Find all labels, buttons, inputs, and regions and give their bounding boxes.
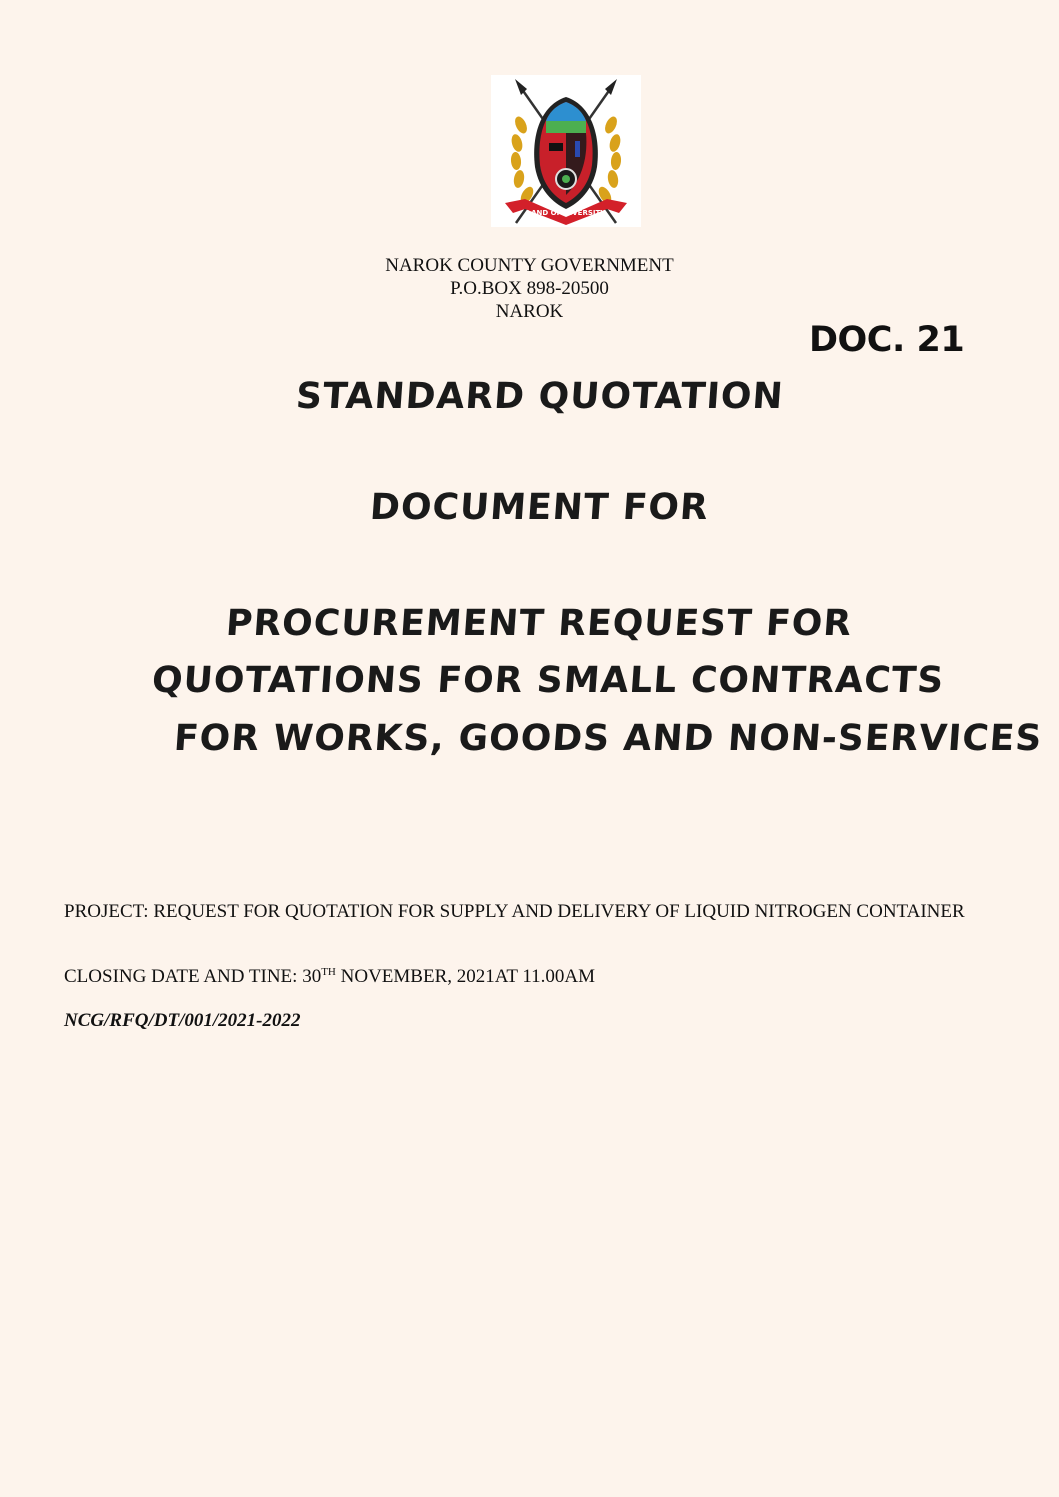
address-block [0, 254, 1059, 323]
closing-prefix: CLOSING DATE AND TINE: 30 [64, 966, 322, 987]
po-box: P.O.BOX 898-20500 [450, 278, 609, 299]
closing-suffix: NOVEMBER, 2021AT 11.00AM [335, 966, 596, 987]
closing-superscript: TH [321, 966, 336, 978]
emblem-motto: LAND OF DIVERSITY [526, 209, 606, 217]
closing-date [64, 966, 595, 988]
project-description: PROJECT: REQUEST FOR QUOTATION FOR SUPPLY AND DELIVERY OF LIQUID NITROGEN CONTAINER [64, 901, 965, 922]
organization-name: NAROK COUNTY GOVERNMENT [385, 255, 674, 276]
reference-number: NCG/RFQ/DT/001/2021-2022 [64, 1010, 301, 1031]
title-line-3: PROCUREMENT REQUEST FOR [224, 603, 854, 644]
coat-of-arms [491, 75, 641, 227]
title-line-2: DOCUMENT FOR [368, 487, 711, 528]
county-coat-of-arms-icon [491, 75, 641, 227]
title-line-5: FOR WORKS, GOODS AND NON-SERVICES [172, 718, 1044, 759]
title-line-4: QUOTATIONS FOR SMALL CONTRACTS [150, 660, 946, 701]
document-number: DOC. 21 [809, 320, 965, 360]
title-line-1: STANDARD QUOTATION [294, 376, 785, 417]
town: NAROK [495, 301, 564, 322]
